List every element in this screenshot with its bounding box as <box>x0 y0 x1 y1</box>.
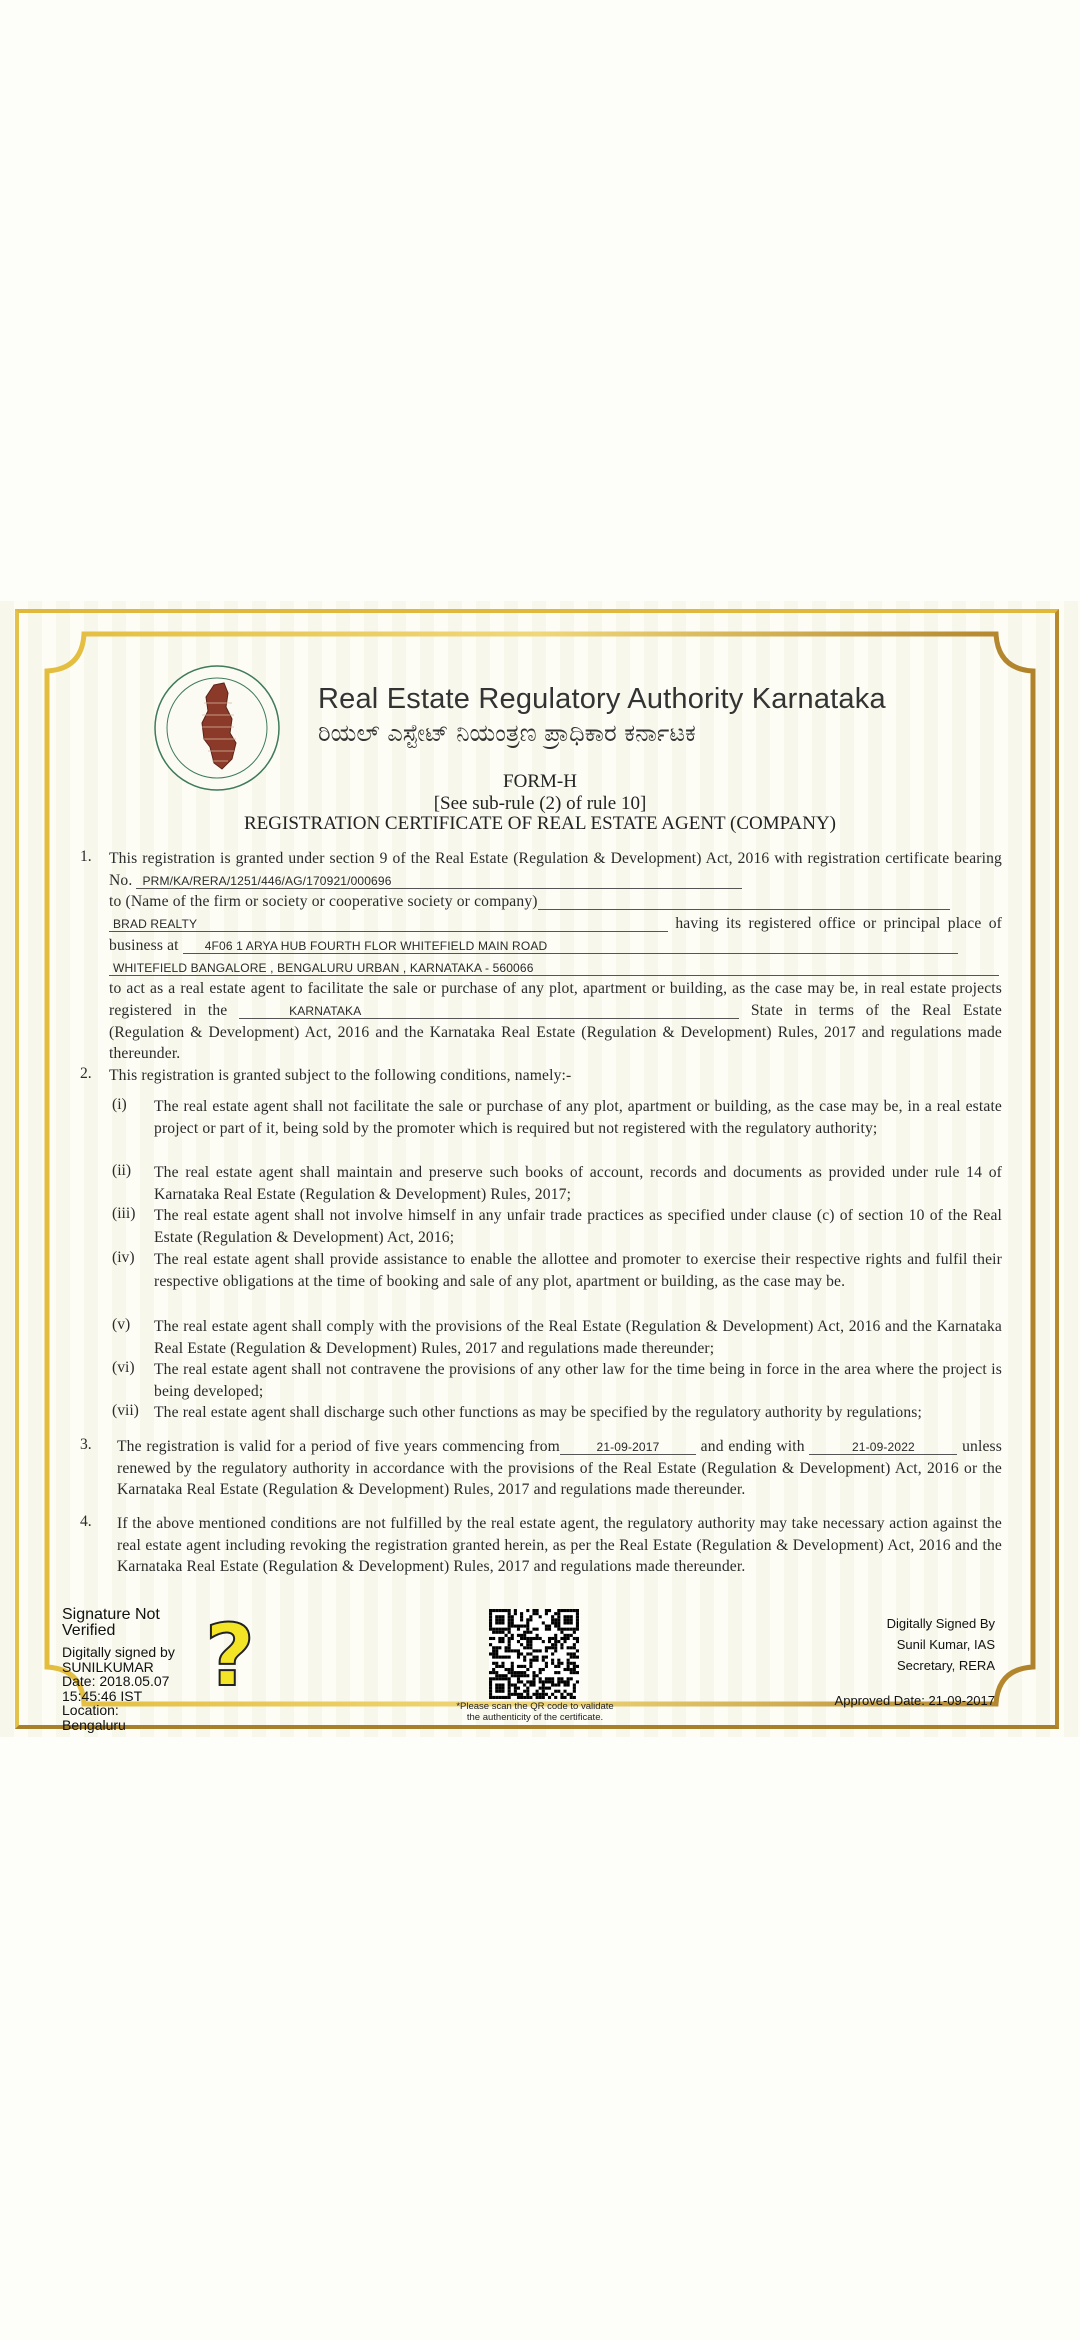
digital-signature-block <box>62 1607 175 1732</box>
clause-2-intro: This registration is granted subject to the following conditions, namely:- <box>109 1067 572 1084</box>
signature-signer: SUNILKUMAR <box>62 1658 154 1675</box>
condition-item: The real estate agent shall provide assistance to enable the allottee and promoter to exercise their respective rights and fulfil their respective obligations at the time of booking and sale of any plot, apartment or building, as the case may be. <box>154 1251 1002 1290</box>
form-subrule: [See sub-rule (2) of rule 10] <box>433 793 647 814</box>
condition-number: (iv) <box>112 1249 135 1266</box>
clause-text: having its registered office or principal place of business at <box>109 915 1002 954</box>
condition-number: (i) <box>112 1096 127 1113</box>
signer-block <box>835 1613 995 1711</box>
signer-designation: Secretary, RERA <box>896 1658 995 1673</box>
registration-number: PRM/KA/RERA/1251/446/AG/170921/000696 <box>136 874 742 889</box>
signer-name: Sunil Kumar, IAS <box>896 1637 995 1652</box>
qr-caption-line: *Please scan the QR code to validate <box>456 1701 614 1712</box>
clause-number: 3. <box>80 1436 92 1453</box>
condition-number: (vii) <box>112 1402 139 1419</box>
clause-text: State in terms of the Real Estate (Regulation & Development) Act, 2016 and the Karnataka Real Estate (Regulation & Development) Rules, 2017 and regulations made thereunder. <box>109 1001 1002 1063</box>
signature-status: Signature Not <box>62 1606 160 1623</box>
certificate <box>0 601 1080 1737</box>
certificate-heading: REGISTRATION CERTIFICATE OF REAL ESTATE AGENT (COMPANY) <box>244 813 836 834</box>
signature-location-label: Location: <box>62 1702 119 1718</box>
firm-name: BRAD REALTY <box>109 917 668 932</box>
qr-caption-line: the authenticity of the certificate. <box>466 1712 604 1723</box>
clause-text: to act as a real estate agent to facilitate the sale or purchase of any plot, apartment or building, as the case may be, in real estate projects registered in the <box>109 980 1002 1019</box>
clause-4: If the above mentioned conditions are not fulfilled by the real estate agent, the regulatory authority may take necessary action against the real estate agent including revoking the registration granted herein, as per the Real Estate (Regulation & Development) Act, 2016 and the Karnataka Real Estate (Regulation & Development) Rules, 2017 and regulations made thereunder. <box>117 1515 1002 1576</box>
signature-time: 15:45:46 IST <box>62 1687 143 1704</box>
clause-text: unless renewed by the regulatory authority in accordance with the provisions of the Real Estate (Regulation & Development) Act, 2016 or the Karnataka Real Estate (Regulation & Development) Rules, 2017 and regulations made thereunder. <box>117 1438 1002 1499</box>
condition-number: (iii) <box>112 1205 136 1222</box>
condition-item: The real estate agent shall discharge such other functions as may be specified by the regulatory authority by regulations; <box>154 1404 923 1421</box>
valid-from-date: 21-09-2017 <box>560 1440 696 1455</box>
valid-to-date: 21-09-2022 <box>809 1440 957 1455</box>
condition-item: The real estate agent shall maintain and preserve such books of account, records and documents as provided under rule 14 of Karnataka Real Estate (Regulation & Development) Rules, 2017; <box>154 1164 1002 1203</box>
condition-number: (vi) <box>112 1359 135 1376</box>
signature-unverified-question-icon: ? <box>205 1606 255 1706</box>
clause-text: This registration is granted under section 9 of the Real Estate (Regulation & Development) Act, 2016 with registration certificate bearing No. <box>109 850 1002 889</box>
clause-text: to (Name of the firm or society or cooperative society or company) <box>109 893 538 911</box>
clause-text: and ending with <box>700 1438 805 1455</box>
clause-number: 1. <box>80 848 92 865</box>
clause-number: 4. <box>80 1513 92 1530</box>
condition-item: The real estate agent shall not facilitate the sale or purchase of any plot, apartment or building, as the case may be, in a real estate project or part of it, being sold by the promoter which is required but not registered with the regulatory authority; <box>154 1098 1002 1137</box>
clause-number: 2. <box>80 1065 92 1082</box>
condition-item: The real estate agent shall not involve himself in any unfair trade practices as specified under clause (c) of section 10 of the Real Estate (Regulation & Development) Act, 2016; <box>154 1207 1002 1246</box>
signature-status: Verified <box>62 1622 116 1639</box>
signature-date: Date: 2018.05.07 <box>62 1673 170 1689</box>
signed-by-label: Digitally Signed By <box>886 1616 995 1631</box>
state-name: KARNATAKA <box>239 1004 739 1019</box>
qr-code[interactable] <box>489 1609 579 1699</box>
clause-text: The registration is valid for a period of five years commencing from <box>117 1438 560 1455</box>
qr-caption <box>420 1701 650 1723</box>
condition-item: The real estate agent shall not contravene the provisions of any other law for the time being in force in the area where the project is being developed; <box>154 1361 1002 1400</box>
condition-number: (ii) <box>112 1162 132 1179</box>
authority-title-kannada: ರಿಯಲ್ ಎಸ್ಟೇಟ್ ನಿಯಂತ್ರಣ ಪ್ರಾಧಿಕಾರ ಕರ್ನಾಟಕ <box>318 719 696 747</box>
authority-title: Real Estate Regulatory Authority Karnataka <box>318 683 886 715</box>
signature-location: Bengaluru <box>62 1716 126 1733</box>
signature-line: Digitally signed by <box>62 1644 175 1660</box>
approved-date: Approved Date: 21-09-2017 <box>834 1693 995 1708</box>
condition-item: The real estate agent shall comply with the provisions of the Real Estate (Regulation & Development) Act, 2016 and the Karnataka Real Estate (Regulation & Development) Rules, 2017 and regulations made thereunder; <box>154 1318 1002 1357</box>
form-title: FORM-H <box>503 771 577 792</box>
address-line-1: 4F06 1 ARYA HUB FOURTH FLOR WHITEFIELD MAIN ROAD <box>183 939 958 954</box>
address-line-2: WHITEFIELD BANGALORE , BENGALURU URBAN , KARNATAKA - 560066 <box>109 961 999 976</box>
clause-3 <box>117 1436 1002 1501</box>
condition-number: (v) <box>112 1316 131 1333</box>
clause-1 <box>109 848 1002 1065</box>
